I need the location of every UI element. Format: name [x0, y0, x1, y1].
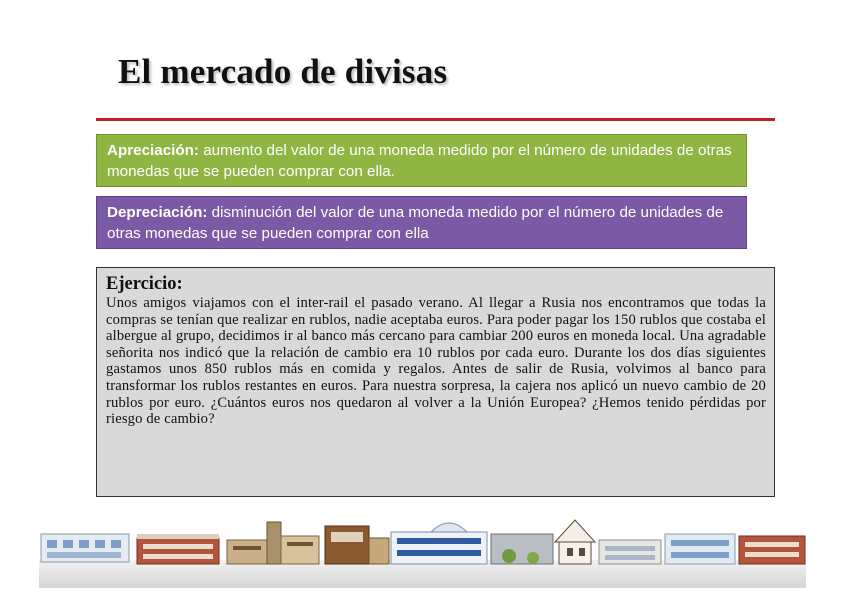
appreciation-term: Apreciación:: [107, 142, 199, 159]
school-buildings-illustration-icon: [39, 512, 806, 588]
depreciation-definition: [96, 196, 747, 249]
appreciation-text: aumento del valor de una moneda medido por el número de unidades de otras monedas que se pueden comprar con ella.: [107, 142, 732, 180]
exercise-box: [96, 267, 775, 497]
exercise-text: Unos amigos viajamos con el inter-rail el pasado verano. Al llegar a Rusia nos encontramos que todas la compras se tenían que realizar en rublos, nadie aceptaba euros. Para poder pagar los 150 rublos que costaba el albergue al grupo, decidimos ir al banco más cercano para cambiar 200 euros en moneda local. Una agradable señorita nos indicó que la relación de cambio era 10 rublos por cada euro. Durante los dos días siguientes gastamos unos 850 rublos más en comida y regalos. Antes de salir de Rusia, volvimos al banco para transformar los rublos restantes en euros. Para nuestra sorpresa, la cajera nos aplicó un nuevo cambio de 20 rublos por euro. ¿Cuántos euros nos quedaron al volver a la Unión Europea? ¿Hemos tenido pérdidas por riesgo de cambio?: [106, 295, 766, 428]
slide-title: El mercado de divisas: [118, 52, 448, 91]
appreciation-definition: [96, 134, 747, 187]
exercise-title: Ejercicio:: [106, 274, 183, 294]
depreciation-term: Depreciación:: [107, 204, 208, 221]
depreciation-text: disminución del valor de una moneda medido por el número de unidades de otras monedas que se pueden comprar con ella: [107, 204, 724, 242]
title-divider: [96, 118, 775, 121]
